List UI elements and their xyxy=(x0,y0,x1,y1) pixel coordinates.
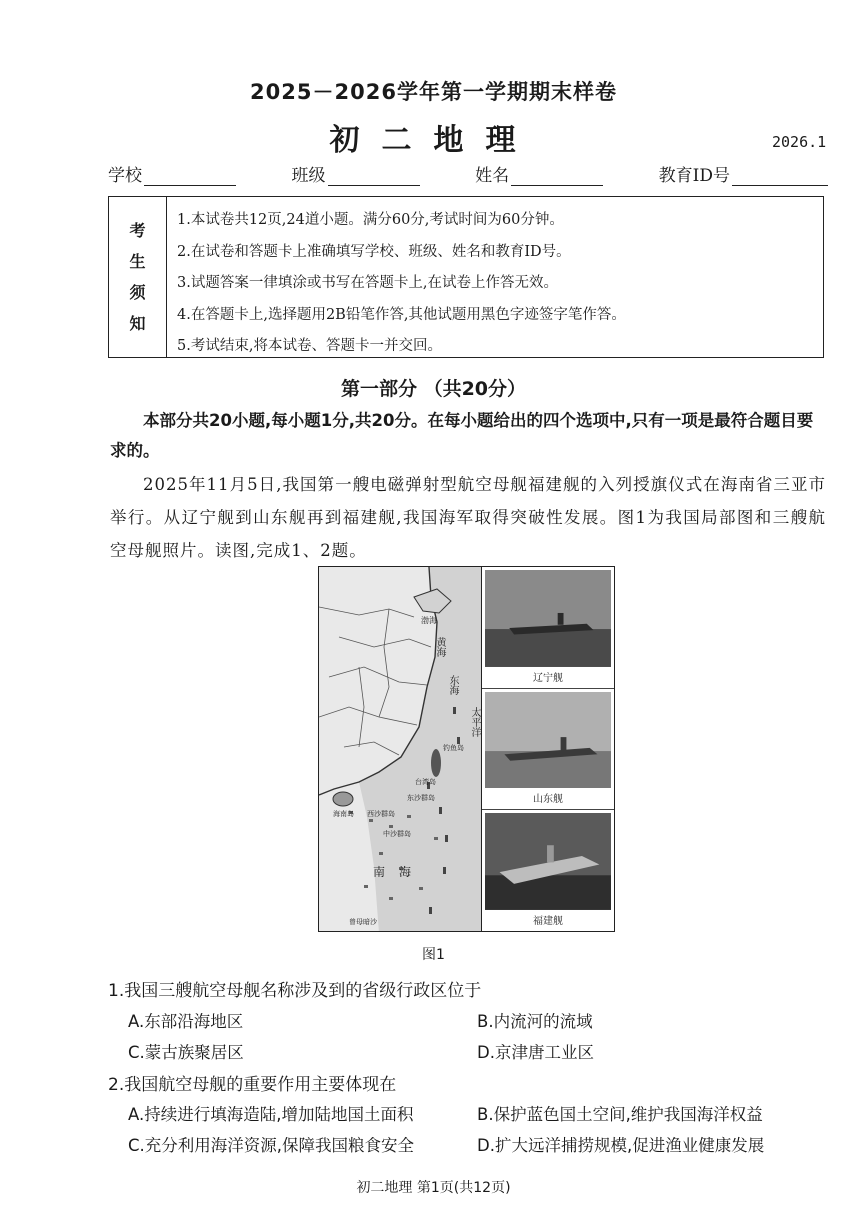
figure-caption: 图1 xyxy=(422,947,445,963)
section-title: 第一部分 （共20分） xyxy=(340,378,527,400)
map-label: 钓鱼岛 xyxy=(443,744,464,752)
map-label: 中沙群岛 xyxy=(383,830,411,838)
reading-passage: 2025年11月5日,我国第一艘电磁弹射型航空母舰福建舰的入列授旗仪式在海南省三亚市举行。从辽宁舰到山东舰再到福建舰,我国海军取得突破性发展。图1为我国局部图和三艘航空母舰照片。读图,完成1、2题。 xyxy=(110,475,826,560)
notice-title xyxy=(109,197,167,357)
map-label: 东海 xyxy=(447,675,458,695)
china-partial-map xyxy=(319,567,482,931)
question-1-option-b[interactable]: B.内流河的流域 xyxy=(477,1012,593,1031)
ship-name-liaoning: 辽宁舰 xyxy=(533,672,563,684)
ship-panel-liaoning xyxy=(482,567,614,689)
map-label: 东沙群岛 xyxy=(407,794,435,802)
class-label: 班级 xyxy=(291,166,326,186)
ship-panel-shandong xyxy=(482,689,614,811)
name-field[interactable] xyxy=(475,161,603,186)
map-label: 渤海 xyxy=(421,616,437,625)
question-1-stem: 1.我国三艘航空母舰名称涉及到的省级行政区位于 xyxy=(108,981,482,1001)
question-2-option-b[interactable]: B.保护蓝色国土空间,维护我国海洋权益 xyxy=(477,1105,763,1124)
exam-title: 2025－2026学年第一学期期末样卷 xyxy=(250,80,617,104)
question-2-stem: 2.我国航空母舰的重要作用主要体现在 xyxy=(108,1075,397,1095)
name-label: 姓名 xyxy=(475,166,510,186)
map-label: 南海 xyxy=(373,865,426,879)
student-info-row xyxy=(108,161,828,186)
subject-title: 初二地理 xyxy=(329,123,538,158)
education-id-field[interactable] xyxy=(659,161,828,186)
figure-1 xyxy=(318,566,615,932)
question-2-option-d[interactable]: D.扩大远洋捕捞规模,促进渔业健康发展 xyxy=(477,1136,765,1155)
name-blank[interactable] xyxy=(511,166,603,186)
ship-panel-fujian xyxy=(482,810,614,931)
question-1-option-a[interactable]: A.东部沿海地区 xyxy=(128,1012,244,1031)
education-id-blank[interactable] xyxy=(732,166,828,186)
class-field[interactable] xyxy=(292,161,420,186)
map-label: 西沙群岛 xyxy=(367,810,395,818)
ship-name-fujian: 福建舰 xyxy=(533,916,563,928)
notice-item: 2.在试卷和答题卡上准确填写学校、班级、姓名和教育ID号。 xyxy=(177,243,571,260)
notice-item: 4.在答题卡上,选择题用2B铅笔作答,其他试题用黑色字迹签字笔作答。 xyxy=(177,306,626,323)
exam-notice-box xyxy=(108,196,824,358)
education-id-label: 教育ID号 xyxy=(658,166,730,186)
shandong-photo xyxy=(485,692,611,789)
notice-title-char: 生 xyxy=(129,252,146,271)
map-label: 太平洋 xyxy=(469,707,480,737)
exam-date: 2026.1 xyxy=(772,133,827,151)
school-field[interactable] xyxy=(108,161,236,186)
question-2-option-a[interactable]: A.持续进行填海造陆,增加陆地国土面积 xyxy=(128,1105,414,1124)
page-footer: 初二地理 第1页(共12页) xyxy=(356,1180,511,1196)
carrier-photos xyxy=(482,567,614,931)
notice-title-char: 知 xyxy=(129,314,146,333)
school-label: 学校 xyxy=(108,166,142,186)
map-label: 海南岛 xyxy=(333,810,354,818)
notice-title-char: 考 xyxy=(129,221,146,240)
fujian-photo xyxy=(485,813,611,910)
notice-item: 1.本试卷共12页,24道小题。满分60分,考试时间为60分钟。 xyxy=(177,212,564,228)
map-label: 曾母暗沙 xyxy=(349,918,377,926)
school-blank[interactable] xyxy=(144,166,236,186)
class-blank[interactable] xyxy=(328,166,420,186)
ship-name-shandong: 山东舰 xyxy=(533,794,563,806)
map-label: 台湾岛 xyxy=(415,778,436,786)
notice-item: 5.考试结束,将本试卷、答题卡一并交回。 xyxy=(177,338,442,354)
map-label: 黄海 xyxy=(434,637,445,657)
question-1-option-c[interactable]: C.蒙古族聚居区 xyxy=(128,1043,244,1062)
question-2-option-c[interactable]: C.充分利用海洋资源,保障我国粮食安全 xyxy=(128,1136,415,1155)
section-intro: 本部分共20小题,每小题1分,共20分。在每小题给出的四个选项中,只有一项是最符合题目要求的。 xyxy=(110,411,814,460)
notice-title-char: 须 xyxy=(129,283,146,302)
notice-list xyxy=(167,197,823,357)
question-1-option-d[interactable]: D.京津唐工业区 xyxy=(477,1043,594,1062)
liaoning-photo xyxy=(485,570,611,667)
notice-item: 3.试题答案一律填涂或书写在答题卡上,在试卷上作答无效。 xyxy=(177,275,558,291)
